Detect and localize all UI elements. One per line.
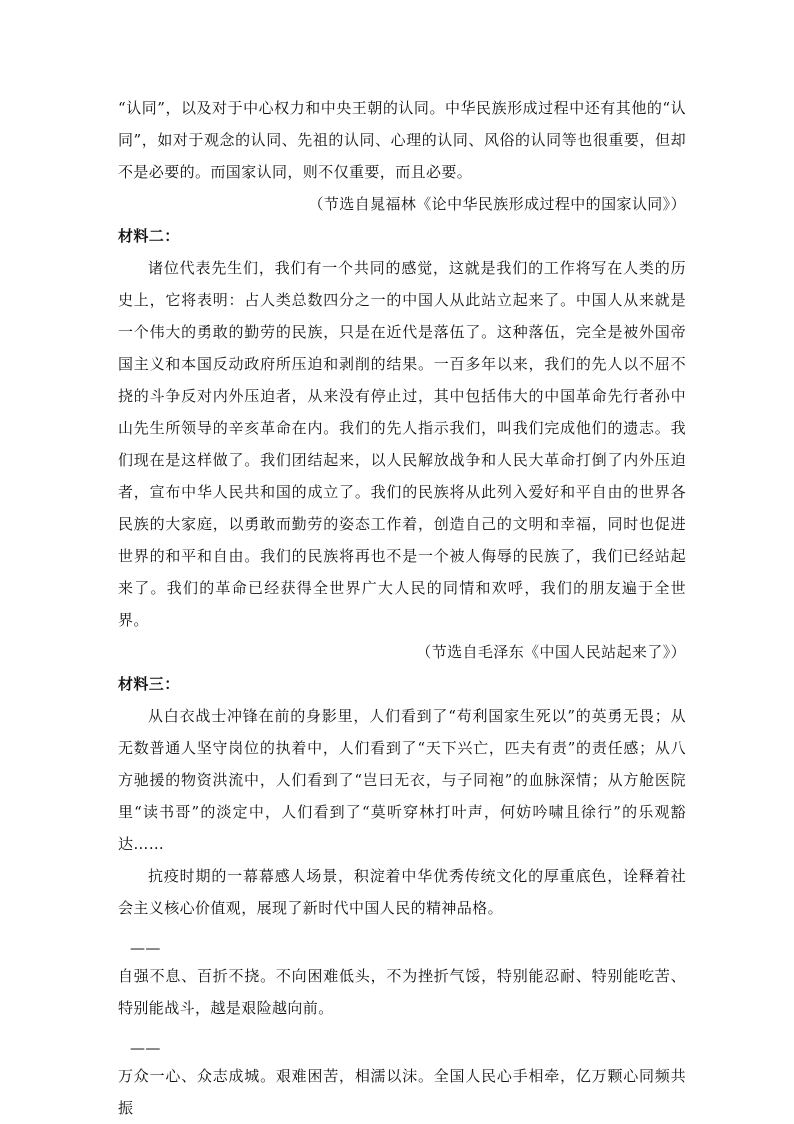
intro-paragraph: “认同”，以及对于中心权力和中央王朝的认同。中华民族形成过程中还有其他的“认同”，如对于观念的认同、先祖的认同、心理的认同、风俗的认同等也很重要，但却不是必要的。而国家认同，则不仅重要，而且必要。: [118, 99, 686, 181]
spirit-item-2: 万众一心、众志成城。艰难困苦，相濡以沫。全国人民心手相牵，亿万颗心同频共振: [118, 1067, 686, 1117]
source-citation-1: （节选自晁福林《论中华民族形成过程中的国家认同》）: [308, 195, 686, 213]
material-two-heading: 材料二：: [118, 227, 180, 245]
em-dash-1: ——: [130, 939, 161, 957]
em-dash-2: ——: [130, 1039, 161, 1057]
document-page: [118, 92, 686, 1124]
source-citation-2: （节选自毛泽东《中国人民站起来了》）: [416, 643, 686, 661]
material-two-paragraph: 诸位代表先生们，我们有一个共同的感觉，这就是我们的工作将写在人类的历史上，它将表明：占人类总数四分之一的中国人从此站立起来了。中国人从来就是一个伟大的勇敢的勤劳的民族，只是在近代是落伍了。这种落伍，完全是被外国帝国主义和本国反动政府所压迫和剥削的结果。一百多年以来，我们的先人以不屈不挠的斗争反对内外压迫者，从来没有停止过，其中包括伟大的中国革命先行者孙中山先生所领导的辛亥革命在内。我们的先人指示我们，叫我们完成他们的遗志。我们现在是这样做了。我们团结起来，以人民解放战争和人民大革命打倒了内外压迫者，宣布中华人民共和国的成立了。我们的民族将从此列入爱好和平自由的世界各民族的大家庭，以勇敢而勤劳的姿态工作着，创造自己的文明和幸福，同时也促进世界的和平和自由。我们的民族将再也不是一个被人侮辱的民族了，我们已经站起来了。我们的革命已经获得全世界广大人民的同情和欢呼，我们的朋友遍于全世界。: [118, 259, 686, 629]
material-three-paragraph-2: 抗疫时期的一幕幕感人场景，积淀着中华优秀传统文化的厚重底色，诠释着社会主义核心价值观，展现了新时代中国人民的精神品格。: [118, 867, 686, 917]
spirit-item-1: 自强不息、百折不挠。不向困难低头，不为挫折气馁，特别能忍耐、特别能吃苦、特别能战斗，越是艰险越向前。: [118, 967, 686, 1017]
material-three-paragraph-1: 从白衣战士冲锋在前的身影里，人们看到了“苟利国家生死以”的英勇无畏；从无数普通人坚守岗位的执着中，人们看到了“天下兴亡，匹夫有责”的责任感；从八方驰援的物资洪流中，人们看到了“岂曰无衣，与子同袍”的血脉深情；从方舱医院里“读书哥”的淡定中，人们看到了“莫听穿林打叶声，何妨吟啸且徐行”的乐观豁达……: [118, 707, 686, 853]
material-three-heading: 材料三：: [118, 675, 180, 693]
